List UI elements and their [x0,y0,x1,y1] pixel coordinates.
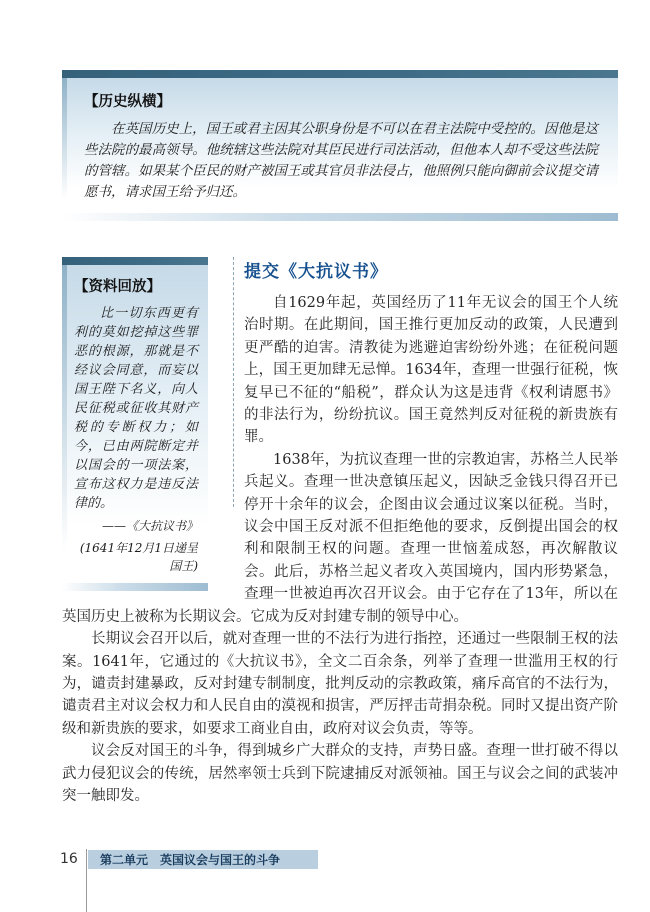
unit-title: 第二单元 英国议会与国王的斗争 [100,853,281,867]
source-citation: ——《大抗议书》 [101,519,198,533]
box-bottom-strip [62,213,618,221]
source-box-title: 【资料回放】 [74,278,161,295]
body-paragraph: 自1629年起，英国经历了11年无议会的国王个人统治时期。在此期间，国王推行更加反动的政策，人民遭到更严酷的迫害。清教徒为逃避迫害纷纷外逃；在征税问题上，国王更加肆无忌惮。1634年，查理一世强行征税，恢复早已不征的“船税”，群众认为这是违背《权利请愿书》的非法行为，纷纷抗议。国王竟然判反对征税的新贵族有罪。 [244,295,618,446]
history-box-title: 【历史纵横】 [84,93,171,110]
history-box-body [62,78,618,213]
footer-divider-line [86,849,87,912]
box-left-edge [62,265,67,583]
box-bottom-strip [62,583,208,591]
source-citation-note: (1641年12月1日递呈国王) [79,541,198,573]
source-box-column [62,257,232,591]
history-sidebar-box [62,70,618,221]
page-number: 16 [60,851,78,867]
unit-title-bar [88,850,318,869]
page-footer [0,849,650,912]
box-top-strip [62,70,618,78]
body-paragraph: 议会反对国王的斗争，得到城乡广大群众的支持，声势日盛。查理一世打破不得以武力侵犯议会的传统，居然率领士兵到下院逮捕反对派领袖。国王与议会之间的武装冲突一触即发。 [62,743,618,804]
source-box-text: 比一切东西更有利的莫如挖掉这些罪恶的根源，那就是不经议会同意，而妄以国王陛下名义，向人民征税或征收其财产税的专断权力；如今，已由两院断定并以国会的一项法案，宣布这权力是违反法律的。 [74,306,198,511]
box-left-edge [62,78,67,213]
box-top-strip [62,257,208,265]
main-section [62,257,618,807]
section-heading: 提交《大抗议书》 [244,262,388,282]
body-paragraph: 1638年，为抗议查理一世的宗教迫害，苏格兰人民举兵起义。查理一世决意镇压起义，因缺乏金钱只得召开已停开十余年的议会，企图由议会通过议案以征税。当时，议会中国王反对派不但拒绝他的要求，反倒提出国会的权利和限制王权的问题。查理一世恼羞成怒，再次解散议会。此后，苏格兰起义者攻入英国境内，国内形势紧急，查理一世被迫再次召开议会。由于它存在了13年，所以在英国历史上被称为长期议会。它成为反对封建专制的领导中心。 [62,451,618,625]
source-box-body [62,265,208,583]
source-replay-box [62,257,208,591]
page-content [62,70,618,807]
history-box-text: 在英国历史上，国王或君主因其公职身份是不可以在君主法院中受控的。因他是这些法院的最高领导。他统辖这些法院对其臣民进行司法活动，但他本人却不受这些法院的管辖。如果某个臣民的财产被国王或其官员非法侵占，他照例只能向御前会议提交请愿书，请求国王给予归还。 [84,121,598,200]
body-paragraph: 长期议会召开以后，就对查理一世的不法行为进行指控，还通过一些限制王权的法案。1641年，它通过的《大抗议书》，全文二百余条，列举了查理一世滥用王权的行为，谴责封建暴政，反对封建专制制度，批判反动的宗教政策，痛斥高官的不法行为，谴责君主对议会权力和人民自由的漠视和损害，严厉抨击苛捐杂税。同时又提出资产阶级和新贵族的要求，如要求工商业自由，政府对议会负责，等等。 [62,631,618,737]
dashed-divider-line [233,257,234,507]
